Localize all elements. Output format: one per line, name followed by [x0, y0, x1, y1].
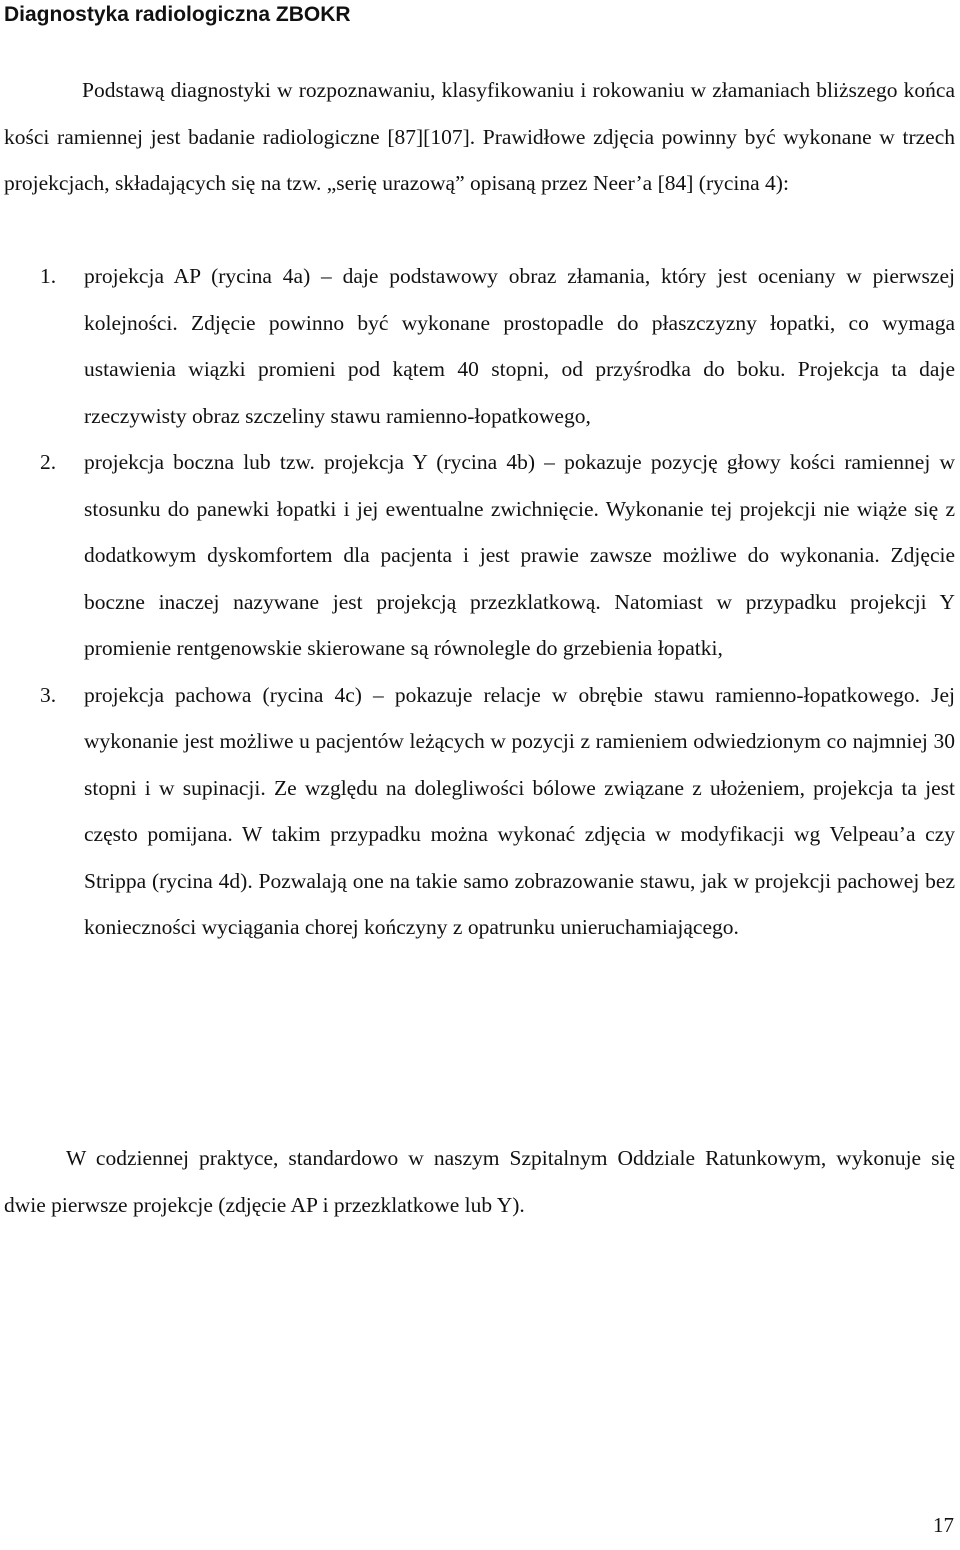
closing-paragraph: W codziennej praktyce, standardowo w naszym Szpitalnym Oddziale Ratunkowym, wykonuje się dwie pierwsze projekcje (zdjęcie AP i przezklatkowe lub Y).: [4, 1146, 955, 1217]
page-number: 17: [933, 1513, 954, 1537]
projection-list: [0, 253, 955, 951]
list-item-number: 3.: [40, 682, 57, 707]
list-item-number: 1.: [40, 264, 57, 288]
section-heading: Diagnostyka radiologiczna ZBOKR: [4, 3, 351, 26]
list-item: [0, 439, 955, 672]
list-item-text: projekcja boczna lub tzw. projekcja Y (rycina 4b) – pokazuje pozycję głowy kości ramiennej w stosunku do panewki łopatki i jej ewentualne zwichnięcie. Wykonanie tej projekcji nie wiąże się z dodatkowym dyskomfortem dla pacjenta i jest prawie zawsze możliwe do wykonania. Zdjęcie boczne inaczej nazywane jest projekcją przezklatkową. Natomiast w przypadku projekcji Y promienie rentgenowskie skierowane są równolegle do grzebienia łopatki,: [84, 450, 955, 660]
list-item-number: 2.: [40, 450, 57, 474]
list-item: [0, 672, 955, 951]
list-item: [0, 253, 955, 439]
list-item-text: projekcja pachowa (rycina 4c) – pokazuje relacje w obrębie stawu ramienno-łopatkowego. Jej wykonanie jest możliwe u pacjentów leżących w pozycji z ramieniem odwiedzionym co najmniej 30 stopni i w supinacji. Ze względu na dolegliwości bólowe związane z ułożeniem, projekcja ta jest często pomijana. W takim przypadku można wykonać zdjęcia w modyfikacji wg Velpeau’a czy Strippa (rycina 4d). Pozwalają one na takie samo zobrazowanie stawu, jak w projekcji pachowej bez konieczności wyciągania chorej kończyny z opatrunku unieruchamiającego.: [84, 682, 955, 939]
intro-paragraph: Podstawą diagnostyki w rozpoznawaniu, klasyfikowaniu i rokowaniu w złamaniach bliższego końca kości ramiennej jest badanie radiologiczne [87][107]. Prawidłowe zdjęcia powinny być wykonane w trzech projekcjach, składających się na tzw. „serię urazową” opisaną przez Neer’a [84] (rycina 4):: [4, 78, 955, 195]
list-item-text: projekcja AP (rycina 4a) – daje podstawowy obraz złamania, który jest oceniany w pierwszej kolejności. Zdjęcie powinno być wykonane prostopadle do płaszczyzny łopatki, co wymaga ustawienia wiązki promieni pod kątem 40 stopni, od przyśrodka do boku. Projekcja ta daje rzeczywisty obraz szczeliny stawu ramienno-łopatkowego,: [84, 264, 955, 428]
